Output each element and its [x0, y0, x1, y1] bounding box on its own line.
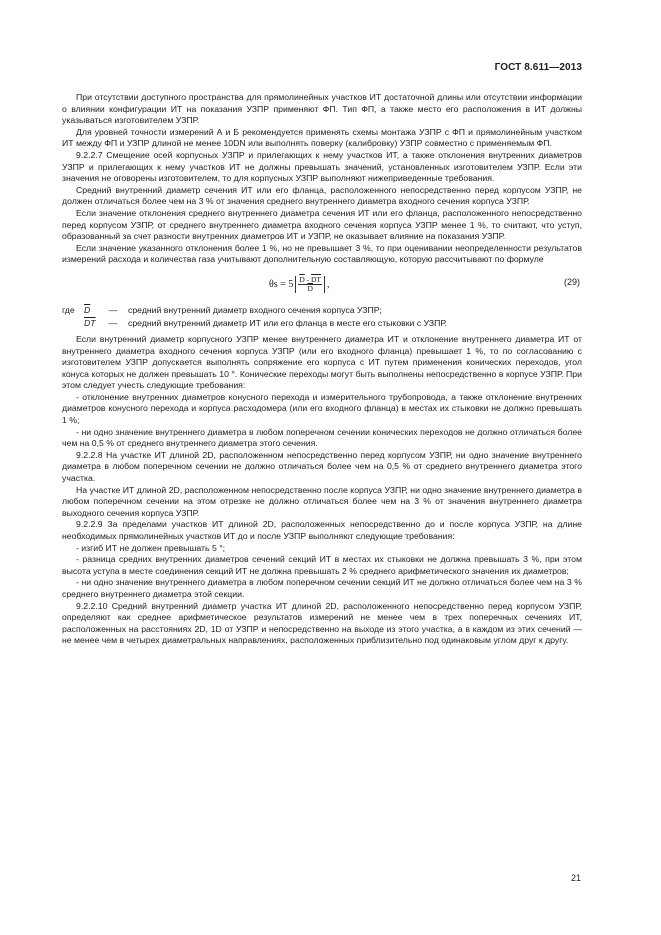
paragraph: 9.2.2.10 Средний внутренний диаметр участка ИТ длиной 2D, расположенного непосредственно перед корпусом УЗПР, определяют как среднее арифметическое результатов измерений не менее чем в трех поперечных сечениях ИТ, расположенных на расстояниях 2D, 1D от УЗПР и непосредственно на выходе из этого участка, а в каждом из этих сечений — не менее чем в четырех диаметральных направлениях, расположенных приблизительно под одинаковым углом друг к другу.: [62, 600, 582, 646]
formula-fraction: [295, 276, 325, 293]
paragraph: 9.2.2.9 За пределами участков ИТ длиной 2D, расположенных непосредственно до и после корпуса УЗПР, на длине необходимых прямолинейных участков ИТ до и после УЗПР выполняют следующие требования:: [62, 519, 582, 541]
paragraph: - ни одно значение внутреннего диаметра в любом поперечном сечении секций ИТ не должно отличаться более чем на 3 % среднего внутреннего диаметра этой секции.: [62, 577, 582, 599]
paragraph: При отсутствии доступного пространства для прямолинейных участков ИТ достаточной длины или отсутствии информации о влиянии конфигурации ИТ на показания УЗПР применяют ФП. Тип ФП, а также место его расположения в ИТ должны указываться изготовителем УЗПР.: [62, 92, 582, 126]
paragraph: - изгиб ИТ не должен превышать 5 °;: [76, 542, 226, 553]
document-header: ГОСТ 8.611—2013: [494, 62, 582, 73]
legend-dash: —: [108, 317, 118, 328]
legend-dash: —: [108, 304, 118, 315]
paragraph: 9.2.2.8 На участке ИТ длиной 2D, расположенном непосредственно перед корпусом УЗПР, ни одно значение внутреннего диаметра в любом поперечном сечении не должно отличаться более чем на 0,5 % от среднего внутреннего диаметра этого участка.: [62, 449, 582, 484]
document-body: [62, 92, 582, 647]
formula-lhs: θs = 5: [269, 278, 294, 290]
legend-description: средний внутренний диаметр ИТ или его фланца в месте его стыковки с УЗПР.: [128, 317, 447, 328]
formula-tail: ,: [327, 278, 330, 290]
formula-expression: [269, 276, 330, 293]
symbol-legend: [62, 305, 582, 331]
legend-symbol: $\overline{D}$: [84, 304, 91, 315]
paragraph: - разница средних внутренних диаметров сечений секций ИТ в местах их стыковки не должна превышать 3 %, при этом высота уступа в месте соединения секций ИТ не должна превышать 2 % среднего арифметического значения их диаметров;: [62, 554, 582, 576]
formula-number: (29): [563, 276, 580, 287]
formula-numerator: $\overline{D} - \overline{DT}$: [299, 274, 321, 284]
paragraph: Если внутренний диаметр корпусного УЗПР менее внутреннего диаметра ИТ и отклонение внутреннего диаметра ИТ от внутреннего диаметра входного сечения корпуса УЗПР (или его входного фланца) превышает 1 %, то по согласованию с изготовителем УЗПР допускается выполнять сопряжение его корпуса с ИТ путем применения конических переходов, угол конуса которых не должен превышать 10 °. Конические переходы могут быть выполнены непосредственно в корпусе УЗПР. При этом следует учесть следующие требования:: [62, 333, 582, 391]
legend-symbol: $\overline{DT}$: [84, 317, 96, 328]
paragraph: Если значение указанного отклонения более 1 %, но не превышает 3 %, то при оценивании неопределенности результатов измерений расхода и количества газа учитывают дополнительную составляющую, которую рассчитывают по формуле: [62, 242, 582, 265]
legend-prefix: где: [62, 304, 75, 315]
legend-row: [62, 305, 582, 318]
paragraph: Для уровней точности измерений А и Б рекомендуется применять схемы монтажа УЗПР с ФП и прямолинейным участком ИТ между ФП и УЗПР длиной не менее 10DN или выполнять поверку (калибровку) УЗПР совместно с применяемым ФП.: [62, 126, 582, 149]
paragraph: - отклонение внутренних диаметров конусного перехода и измерительного трубопровода, а также отклонение внутренних диаметров конусного перехода и корпуса расходомера (или его входного фланца) в местах их стыковки не должно превышать 1 %;: [62, 391, 582, 426]
paragraph: - ни одно значение внутреннего диаметра в любом поперечном сечении конических переходов не должно отличаться более чем на 0,5 % от среднего внутреннего диаметра этого сечения.: [62, 426, 582, 449]
page-number: 21: [570, 873, 581, 883]
legend-row: [62, 318, 582, 331]
paragraph: На участке ИТ длиной 2D, расположенном непосредственно после корпуса УЗПР, ни одно значение внутреннего диаметра в любом поперечном сечении на этом отрезке не должно отличаться более чем на 3 % от значения внутреннего диаметра выходного сечения корпуса УЗПР.: [62, 484, 582, 518]
paragraph: 9.2.2.7 Смещение осей корпусных УЗПР и прилегающих к нему участков ИТ, а также отклонения внутренних диаметров УЗПР и прилегающих к нему участков ИТ не должны превышать значений, установленных изготовителем УЗПР. Если эти значения не оговорены изготовителем, то для корпусных УЗПР выполняют нижеприведенные требования.: [62, 149, 582, 184]
paragraph: Если значение отклонения среднего внутреннего диаметра сечения ИТ или его фланца, расположенного непосредственно перед корпусом УЗПР, от среднего внутреннего диаметра входного сечения корпуса УЗПР менее 1 %, то считают, что уступ, образованный за счет разности внутренних диаметров ИТ и УЗПР, не оказывает влияние на показания УЗПР.: [62, 207, 582, 242]
formula-denominator: D: [307, 283, 313, 293]
paragraph: Средний внутренний диаметр сечения ИТ или его фланца, расположенного непосредственно перед корпусом УЗПР, не должен отличаться более чем на 3 % от значения среднего внутреннего диаметра входного сечения корпуса УЗПР.: [62, 184, 582, 207]
formula-29: [62, 270, 582, 300]
legend-description: средний внутренний диаметр входного сечения корпуса УЗПР;: [128, 304, 382, 315]
